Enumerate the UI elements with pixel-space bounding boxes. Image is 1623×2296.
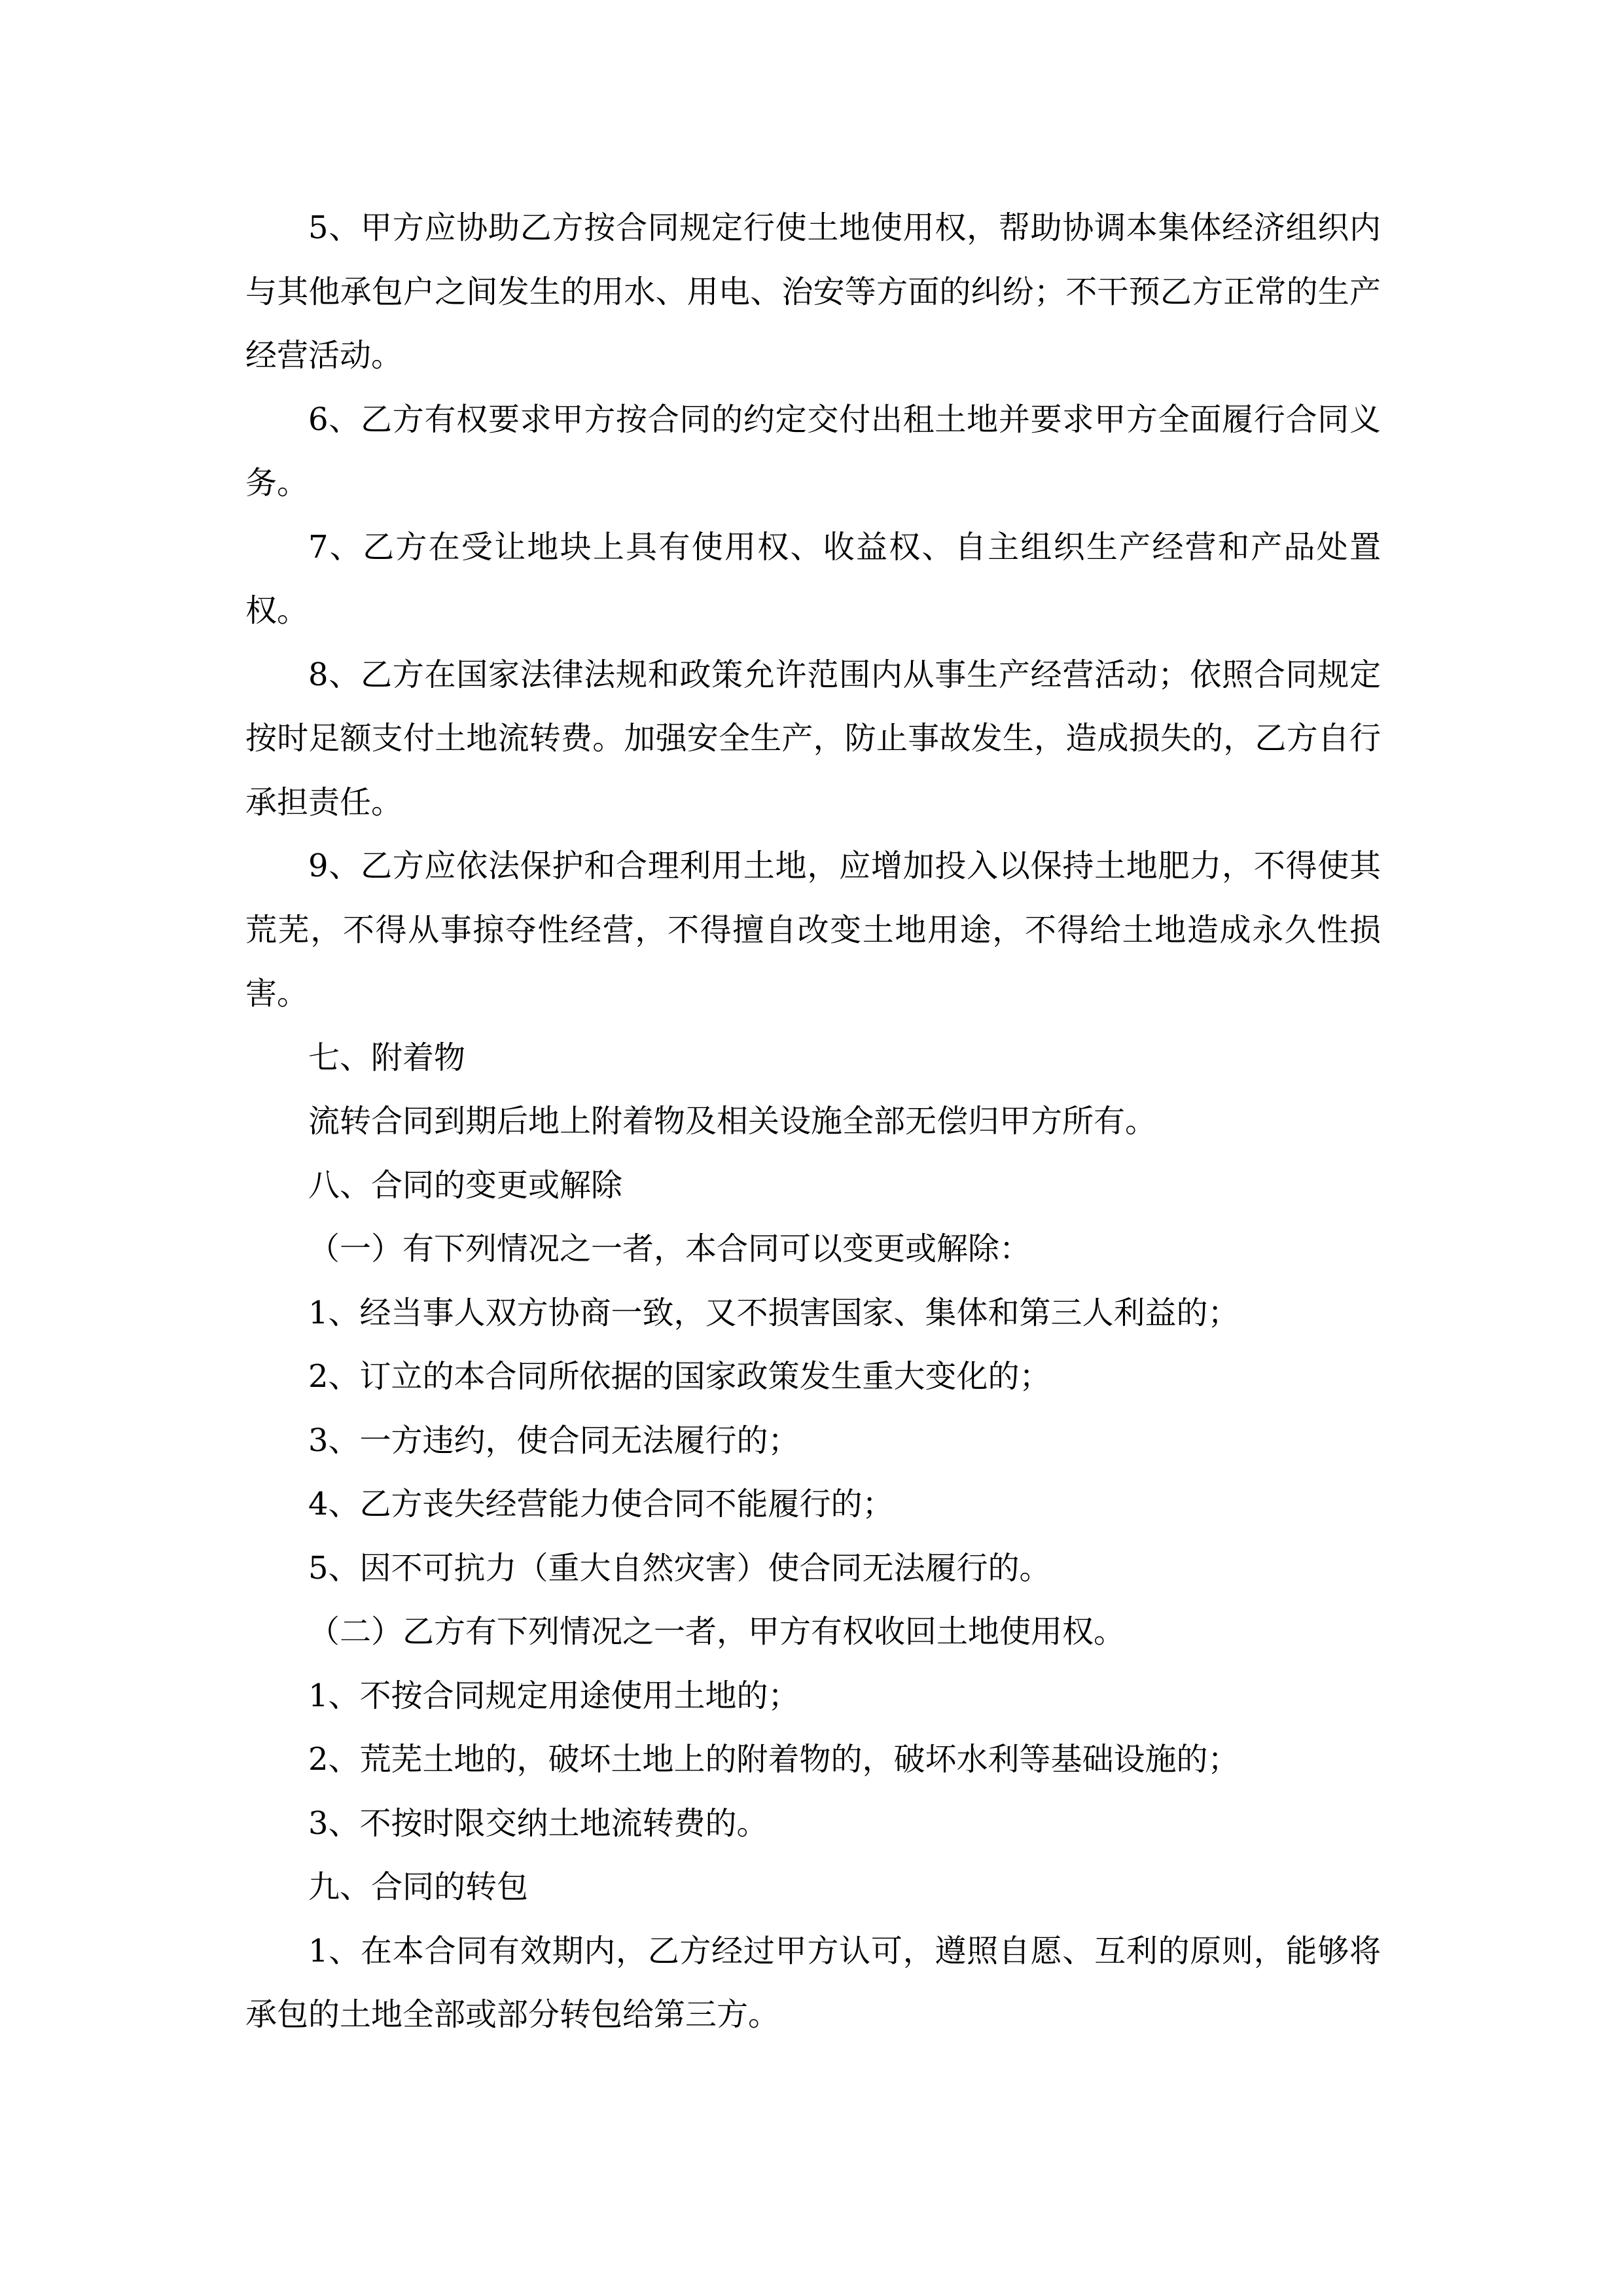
document-page <box>245 196 1381 2047</box>
paragraph-attachments: 流转合同到期后地上附着物及相关设施全部无偿归甲方所有。 <box>308 1103 1157 1139</box>
paragraph-clause-8: 8、乙方在国家法律法规和政策允许范围内从事生产经营活动；依照合同规定按时足额支付土地流转费。加强安全生产，防止事故发生，造成损失的，乙方自行承担责任。 <box>245 656 1381 821</box>
paragraph-clause-6: 6、乙方有权要求甲方按合同的约定交付出租土地并要求甲方全面履行合同义务。 <box>245 401 1381 501</box>
subsection-heading-2: （二）乙方有下列情况之一者，甲方有权收回土地使用权。 <box>308 1613 1126 1650</box>
list-item: 4、乙方丧失经营能力使合同不能履行的； <box>308 1486 894 1522</box>
list-item: 5、因不可抗力（重大自然灾害）使合同无法履行的。 <box>308 1549 1051 1587</box>
section-heading-subcontract: 九、合同的转包 <box>308 1869 529 1905</box>
list-item: 1、不按合同规定用途使用土地的； <box>308 1677 800 1714</box>
list-item: 1、经当事人双方协商一致，又不损害国家、集体和第三人利益的； <box>308 1294 1240 1331</box>
section-heading-attachments: 七、附着物 <box>308 1039 466 1076</box>
subsection-heading-1: （一）有下列情况之一者，本合同可以变更或解除： <box>308 1230 1031 1267</box>
list-item: 3、不按时限交纳土地流转费的。 <box>308 1804 768 1842</box>
list-item: 3、一方违约，使合同无法履行的； <box>308 1422 800 1459</box>
paragraph-clause-5: 5、甲方应协助乙方按合同规定行使土地使用权，帮助协调本集体经济组织内与其他承包户之间发生的用水、用电、治安等方面的纠纷；不干预乙方正常的生产经营活动。 <box>245 209 1381 374</box>
section-heading-change-termination: 八、合同的变更或解除 <box>308 1166 623 1204</box>
list-item: 2、订立的本合同所依据的国家政策发生重大变化的； <box>308 1358 1051 1395</box>
paragraph-clause-9: 9、乙方应依法保护和合理利用土地，应增加投入以保持土地肥力，不得使其荒芜，不得从事掠夺性经营，不得擅自改变土地用途，不得给土地造成永久性损害。 <box>245 848 1381 1012</box>
paragraph-clause-7: 7、乙方在受让地块上具有使用权、收益权、自主组织生产经营和产品处置权。 <box>245 528 1381 629</box>
paragraph-subcontract-1: 1、在本合同有效期内，乙方经过甲方认可，遵照自愿、互利的原则，能够将承包的土地全部或部分转包给第三方。 <box>245 1932 1381 2033</box>
list-item: 2、荒芜土地的，破坏土地上的附着物的，破坏水利等基础设施的； <box>308 1741 1240 1778</box>
